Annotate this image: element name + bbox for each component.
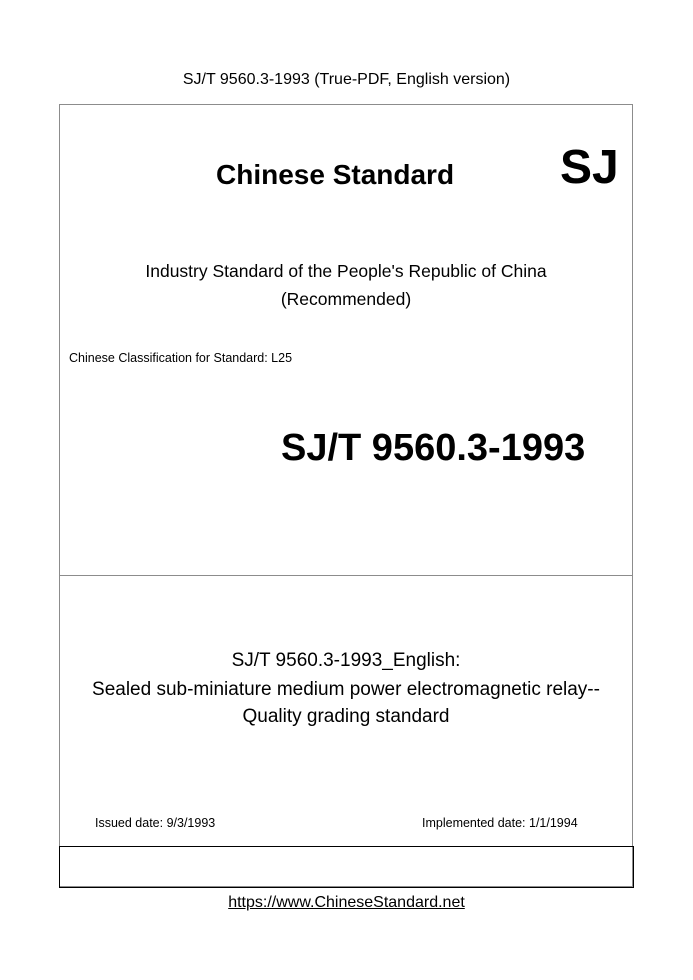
implemented-date: Implemented date: 1/1/1994: [422, 816, 578, 830]
website-footer: [0, 893, 693, 913]
issued-date: Issued date: 9/3/1993: [95, 816, 216, 830]
website-link[interactable]: https://www.ChineseStandard.net: [228, 894, 465, 911]
recommended-line: (Recommended): [280, 289, 412, 309]
classification-text: Chinese Classification for Standard: L25: [69, 351, 293, 365]
industry-standard-line: Industry Standard of the People's Republic of China: [145, 261, 547, 281]
cover-title: Chinese Standard: [216, 159, 455, 190]
footer-box: [59, 846, 634, 888]
cover-frame: [59, 104, 633, 887]
standard-mark: SJ: [560, 141, 619, 194]
document-title-line-2: Quality grading standard: [242, 706, 450, 727]
document-title-line-1: Sealed sub-miniature medium power electromagnetic relay--: [92, 679, 600, 700]
section-divider: [59, 575, 633, 576]
standard-number: SJ/T 9560.3-1993: [281, 427, 586, 469]
document-code-line: SJ/T 9560.3-1993_English:: [231, 650, 461, 671]
page-header-title: SJ/T 9560.3-1993 (True-PDF, English version): [182, 71, 511, 88]
